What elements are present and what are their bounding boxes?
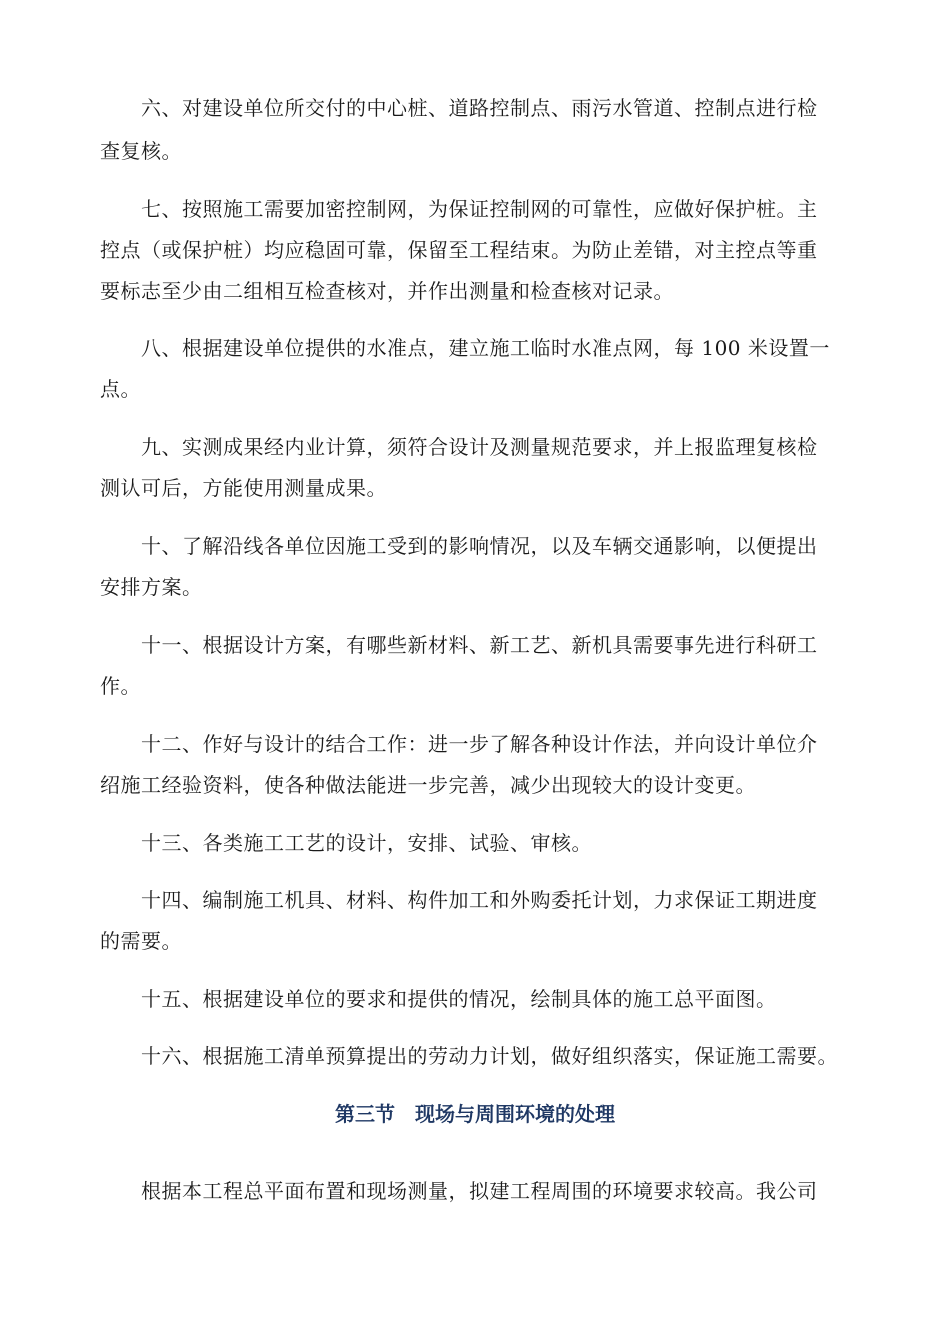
paragraph-7-line-2: 控点（或保护桩）均应稳固可靠，保留至工程结束。为防止差错，对主控点等重 <box>100 238 818 262</box>
paragraph-16-line-1: 十六、根据施工清单预算提出的劳动力计划，做好组织落实，保证施工需要。 <box>141 1044 838 1068</box>
paragraph-10-line-1: 十、了解沿线各单位因施工受到的影响情况，以及车辆交通影响，以便提出 <box>141 534 818 558</box>
paragraph-14-line-2: 的需要。 <box>100 929 182 953</box>
paragraph-14-line-1: 十四、编制施工机具、材料、构件加工和外购委托计划，力求保证工期进度 <box>141 888 818 912</box>
paragraph-8-line-2: 点。 <box>100 377 141 401</box>
paragraph-15-line-1: 十五、根据建设单位的要求和提供的情况，绘制具体的施工总平面图。 <box>141 987 777 1011</box>
paragraph-7-line-1: 七、按照施工需要加密控制网，为保证控制网的可靠性，应做好保护桩。主 <box>141 197 818 221</box>
paragraph-9-line-1: 九、实测成果经内业计算，须符合设计及测量规范要求，并上报监理复核检 <box>141 435 818 459</box>
paragraph-11-line-1: 十一、根据设计方案，有哪些新材料、新工艺、新机具需要事先进行科研工 <box>141 633 818 657</box>
paragraph-8-line-1: 八、根据建设单位提供的水准点，建立施工临时水准点网，每 100 米设置一 <box>141 336 830 360</box>
final-paragraph-line-1: 根据本工程总平面布置和现场测量，拟建工程周围的环境要求较高。我公司 <box>141 1179 818 1203</box>
section-heading: 第三节 现场与周围环境的处理 <box>335 1102 615 1126</box>
paragraph-6-line-2: 查复核。 <box>100 139 182 163</box>
paragraph-13-line-1: 十三、各类施工工艺的设计，安排、试验、审核。 <box>141 831 592 855</box>
paragraph-12-line-2: 绍施工经验资料，使各种做法能进一步完善，减少出现较大的设计变更。 <box>100 773 756 797</box>
paragraph-12-line-1: 十二、作好与设计的结合工作：进一步了解各种设计作法，并向设计单位介 <box>141 732 818 756</box>
paragraph-7-line-3: 要标志至少由二组相互检查核对，并作出测量和检查核对记录。 <box>100 279 674 303</box>
paragraph-9-line-2: 测认可后，方能使用测量成果。 <box>100 476 387 500</box>
paragraph-10-line-2: 安排方案。 <box>100 575 203 599</box>
paragraph-11-line-2: 作。 <box>100 674 141 698</box>
paragraph-6-line-1: 六、对建设单位所交付的中心桩、道路控制点、雨污水管道、控制点进行检 <box>141 96 818 120</box>
